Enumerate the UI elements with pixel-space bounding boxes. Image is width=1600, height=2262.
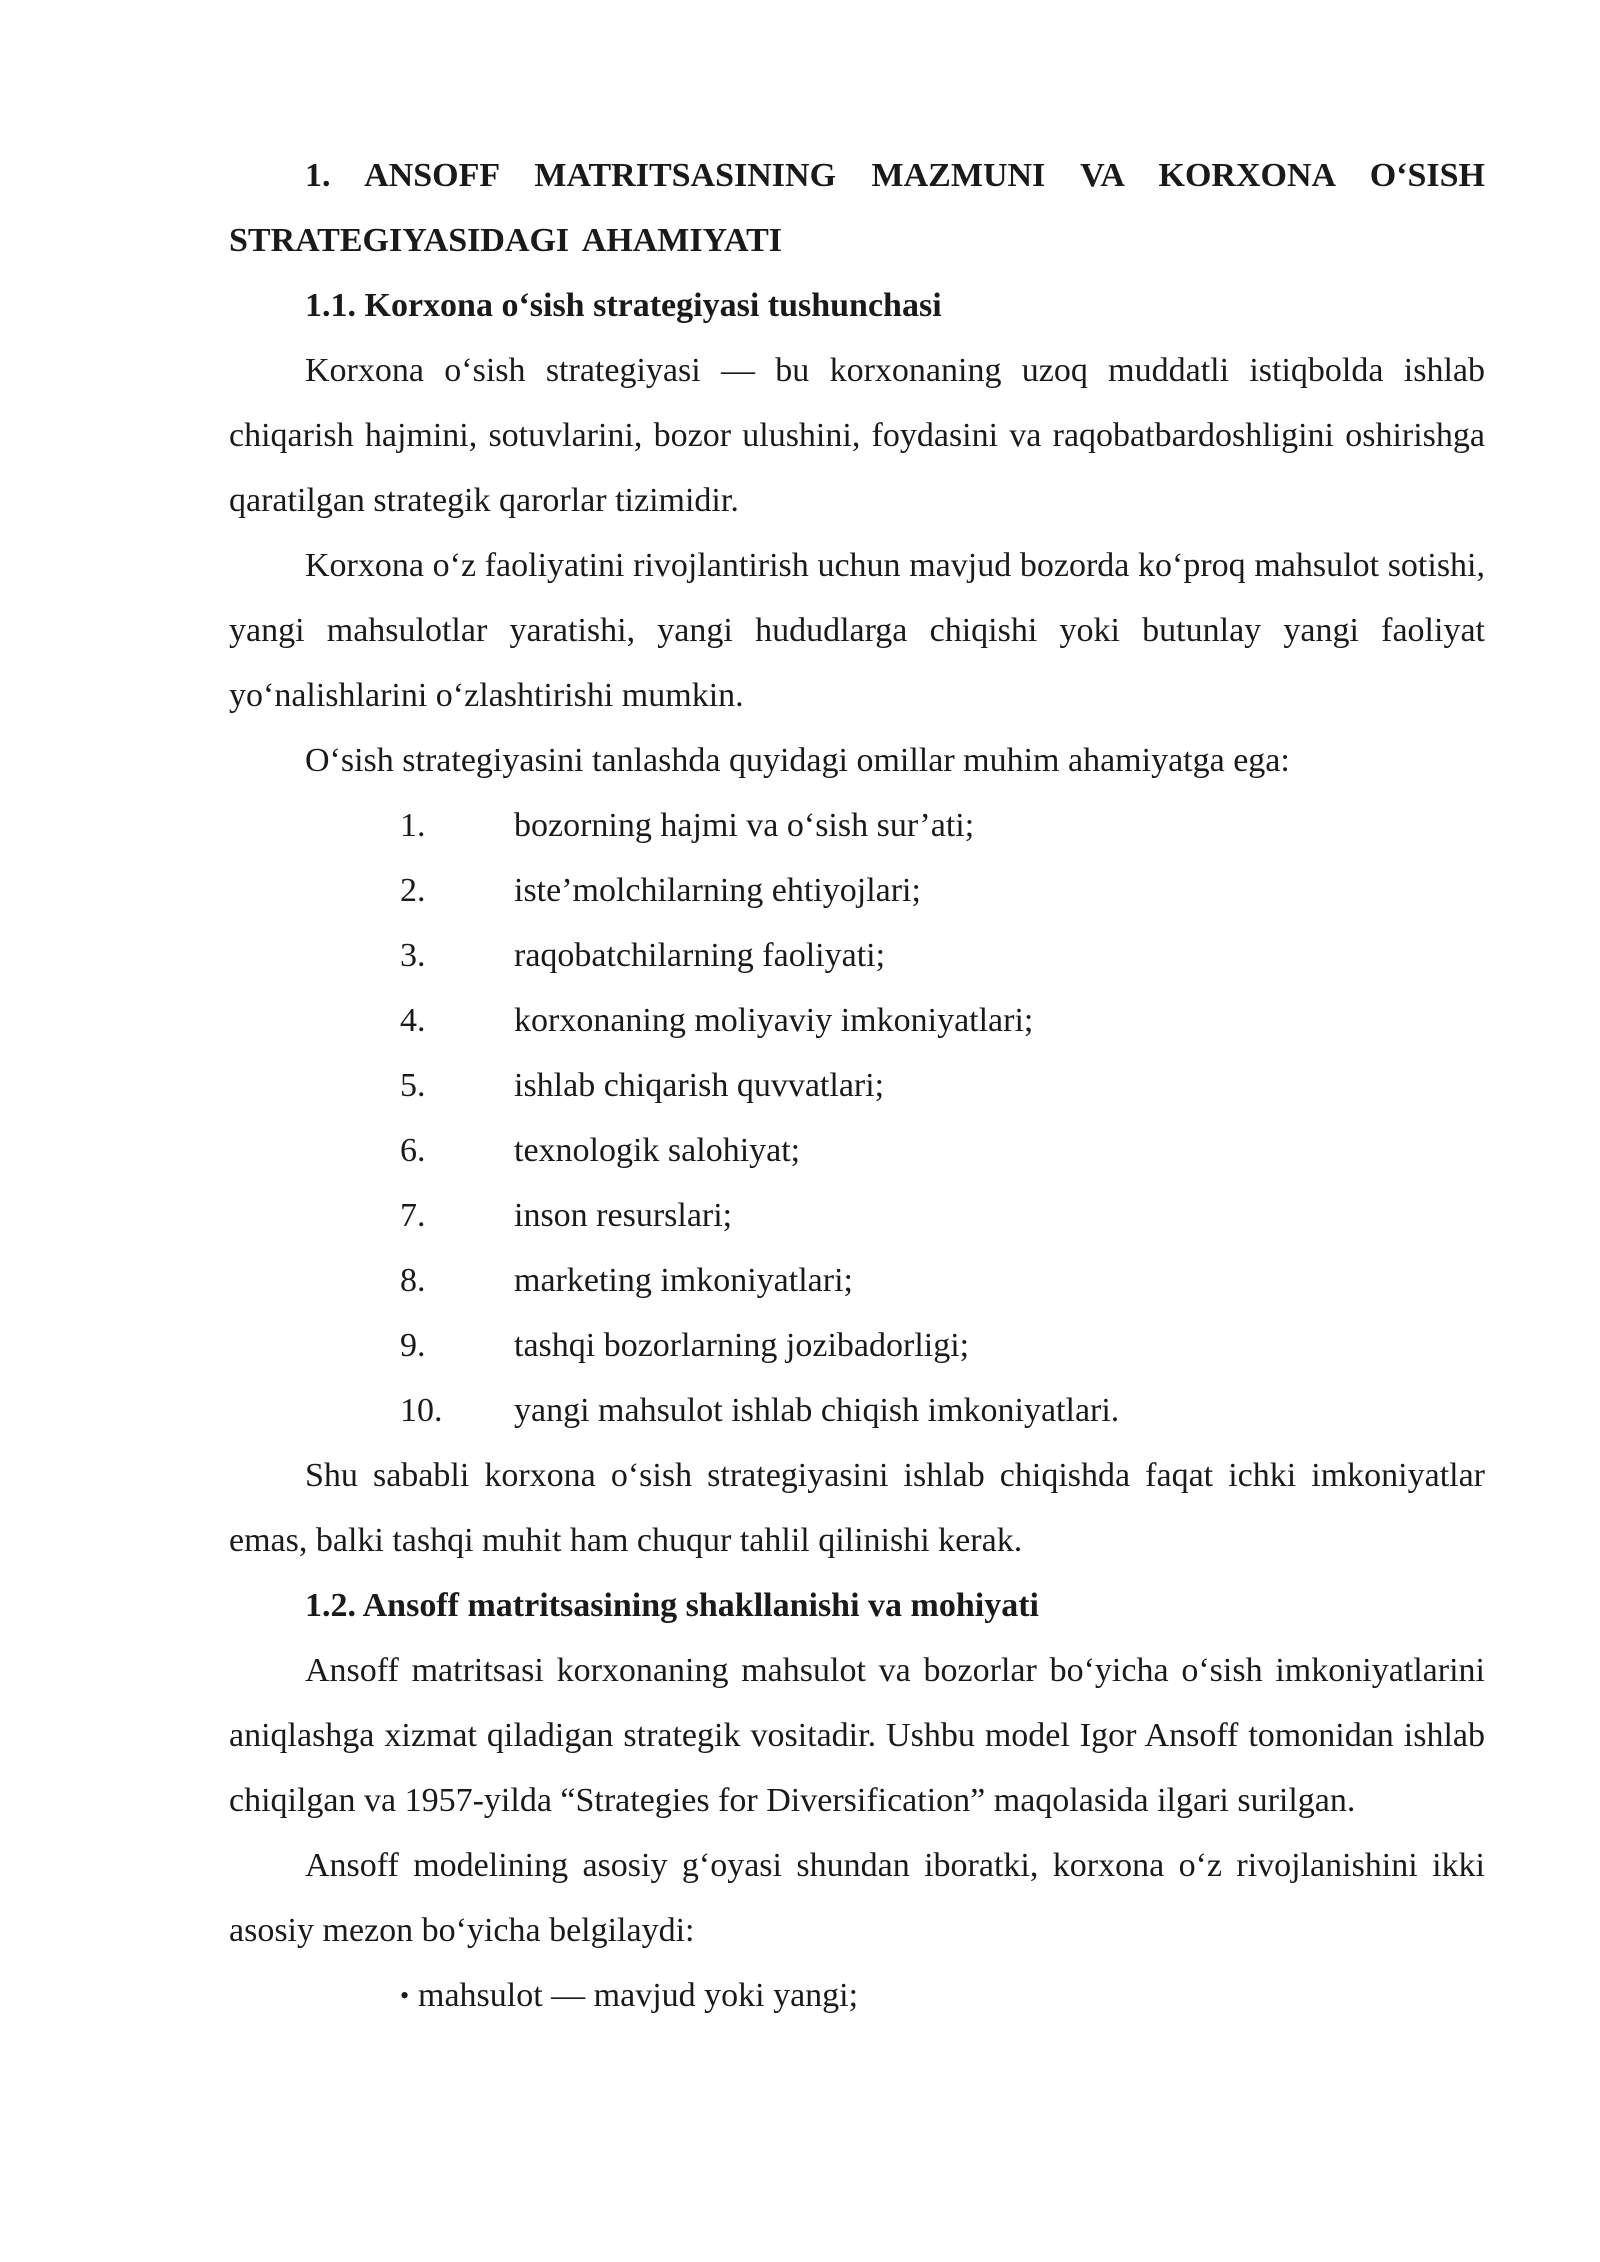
list-text: bozorning hajmi va o‘sish sur’ati;: [514, 807, 975, 844]
paragraph-growth-definition: Korxona o‘sish strategiyasi — bu korxonaning uzoq muddatli istiqbolda ishlab chiqarish hajmini, sotuvlarini, bozor ulushini, foydasini va raqobatbardoshligini oshirishga qaratilgan strategik qarorlar tizimidir.: [229, 352, 1485, 519]
list-item: [229, 1053, 1485, 1118]
bullet-text: mahsulot — mavjud yoki yangi;: [418, 1977, 859, 2014]
chapter-heading: 1. ANSOFF MATRITSASINING MAZMUNI VA KORXONA O‘SISH STRATEGIYASIDAGI AHAMIYATI: [229, 157, 1485, 259]
list-text: tashqi bozorlarning jozibadorligi;: [514, 1327, 970, 1364]
list-number: 8.: [400, 1262, 426, 1299]
list-item: [229, 793, 1485, 858]
list-number: 5.: [400, 1067, 426, 1104]
list-number: 4.: [400, 1002, 426, 1039]
list-text: korxonaning moliyaviy imkoniyatlari;: [514, 1002, 1034, 1039]
list-item: [229, 1378, 1485, 1443]
document-page: [229, 143, 1485, 2028]
list-item: [229, 1248, 1485, 1313]
paragraph-conclusion: Shu sababli korxona o‘sish strategiyasini ishlab chiqishda faqat ichki imkoniyatlar emas, balki tashqi muhit ham chuqur tahlil qilinishi kerak.: [229, 1457, 1485, 1559]
list-number: 3.: [400, 937, 426, 974]
list-item: [229, 1118, 1485, 1183]
paragraph-ansoff-idea: Ansoff modelining asosiy g‘oyasi shundan iboratki, korxona o‘z rivojlanishini ikki asosiy mezon bo‘yicha belgilaydi:: [229, 1847, 1485, 1949]
list-text: marketing imkoniyatlari;: [514, 1262, 853, 1299]
list-text: inson resurslari;: [514, 1197, 733, 1234]
list-item: [229, 1313, 1485, 1378]
list-item: [229, 988, 1485, 1053]
list-text: raqobatchilarning faoliyati;: [514, 937, 886, 974]
list-number: 1.: [400, 807, 426, 844]
list-number: 9.: [400, 1327, 426, 1364]
bullet-icon: •: [400, 1981, 410, 2010]
list-number: 10.: [400, 1392, 443, 1429]
list-number: 6.: [400, 1132, 426, 1169]
section-heading-1-1: 1.1. Korxona o‘sish strategiyasi tushunchasi: [305, 287, 942, 324]
list-text: yangi mahsulot ishlab chiqish imkoniyatlari.: [514, 1392, 1120, 1429]
paragraph-growth-directions: Korxona o‘z faoliyatini rivojlantirish uchun mavjud bozorda ko‘proq mahsulot sotishi, yangi mahsulotlar yaratishi, yangi hududlarga chiqishi yoki butunlay yangi faoliyat yo‘nalishlarini o‘zlashtirishi mumkin.: [229, 547, 1485, 714]
list-number: 7.: [400, 1197, 426, 1234]
list-text: ishlab chiqarish quvvatlari;: [514, 1067, 885, 1104]
list-item: [229, 1183, 1485, 1248]
list-text: texnologik salohiyat;: [514, 1132, 801, 1169]
paragraph-ansoff-definition: Ansoff matritsasi korxonaning mahsulot va bozorlar bo‘yicha o‘sish imkoniyatlarini aniqlashga xizmat qiladigan strategik vositadir. Ushbu model Igor Ansoff tomonidan ishlab chiqilgan va 1957-yilda “Strategies for Diversification” maqolasida ilgari surilgan.: [229, 1652, 1485, 1819]
bullet-item: [229, 1963, 1485, 2028]
criteria-list: [229, 1963, 1485, 2028]
list-number: 2.: [400, 872, 426, 909]
list-text: iste’molchilarning ehtiyojlari;: [514, 872, 921, 909]
list-item: [229, 923, 1485, 988]
list-item: [229, 858, 1485, 923]
paragraph-factors-intro: O‘sish strategiyasini tanlashda quyidagi omillar muhim ahamiyatga ega:: [305, 742, 1290, 779]
section-heading-1-2: 1.2. Ansoff matritsasining shakllanishi va mohiyati: [305, 1587, 1039, 1624]
factors-list: [229, 793, 1485, 1443]
